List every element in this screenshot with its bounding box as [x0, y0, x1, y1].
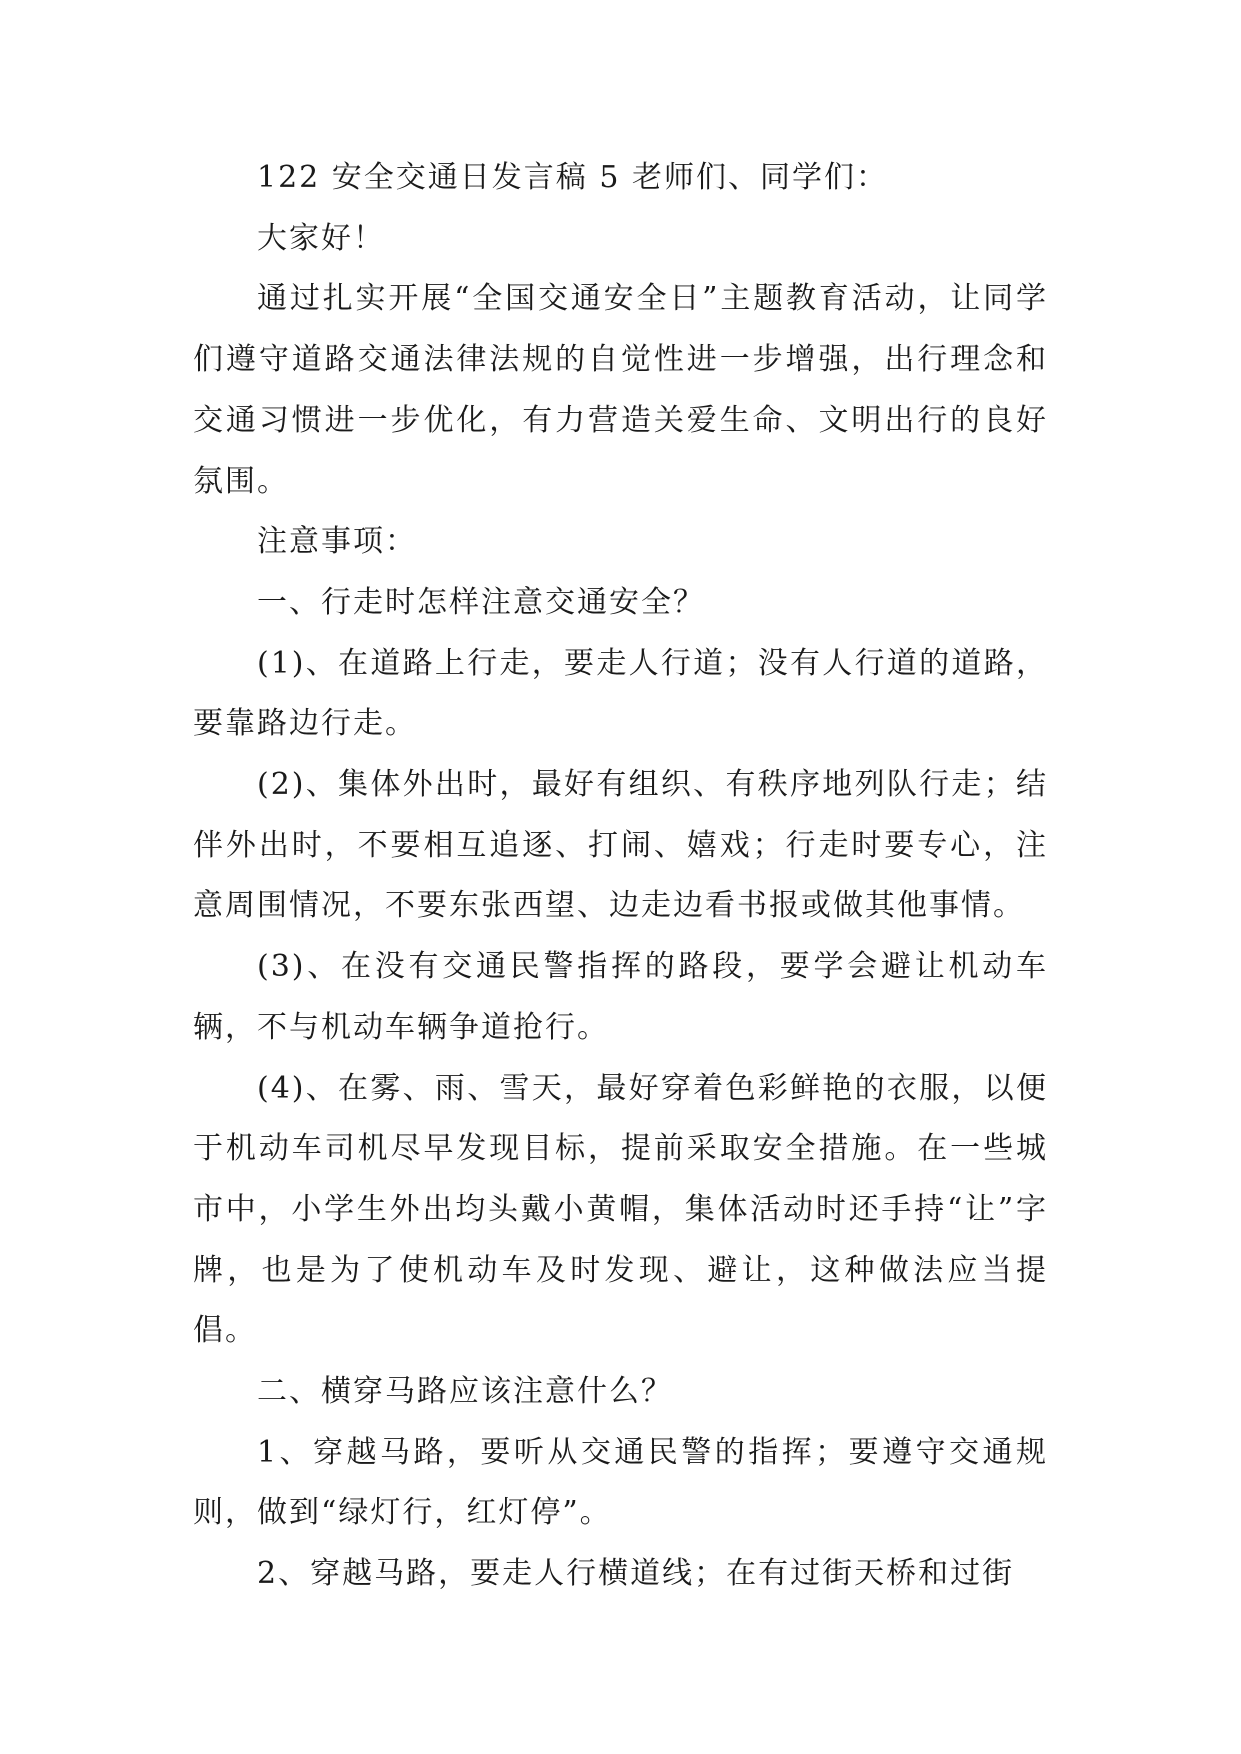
walking-item-1: (1)、在道路上行走，要走人行道；没有人行道的道路，要靠路边行走。 — [193, 645, 1048, 742]
crossing-item-2: 2、穿越马路，要走人行横道线；在有过街天桥和过街 — [257, 1556, 1015, 1592]
walking-item-3: (3)、在没有交通民警指挥的路段，要学会避让机动车辆，不与机动车辆争道抢行。 — [193, 949, 1048, 1045]
greeting-paragraph: 大家好！ — [257, 220, 385, 256]
walking-item-4: (4)、在雾、雨、雪天，最好穿着色彩鲜艳的衣服，以便于机动车司机尽早发现目标，提前采取安全措施。在一些城市中，小学生外出均头戴小黄帽，集体活动时还手持“让”字牌，也是为了使机动车及时发现、避让，这种做法应当提倡。 — [193, 1070, 1048, 1349]
section-heading-walking: 一、行走时怎样注意交通安全？ — [257, 584, 705, 620]
intro-paragraph: 通过扎实开展“全国交通安全日”主题教育活动，让同学们遵守道路交通法律法规的自觉性进一步增强，出行理念和交通习惯进一步优化，有力营造关爱生命、文明出行的良好氛围。 — [193, 281, 1048, 499]
crossing-item-1: 1、穿越马路，要听从交通民警的指挥；要遵守交通规则，做到“绿灯行，红灯停”。 — [193, 1434, 1048, 1531]
document-body — [193, 148, 1048, 1605]
walking-item-2: (2)、集体外出时，最好有组织、有秩序地列队行走；结伴外出时，不要相互追逐、打闹、嬉戏；行走时要专心，注意周围情况，不要东张西望、边走边看书报或做其他事情。 — [193, 767, 1048, 924]
section-heading-notes: 注意事项： — [257, 524, 417, 560]
speech-title-line: 122 安全交通日发言稿 5 老师们、同学们： — [257, 160, 888, 195]
section-heading-crossing: 二、横穿马路应该注意什么？ — [257, 1374, 673, 1410]
